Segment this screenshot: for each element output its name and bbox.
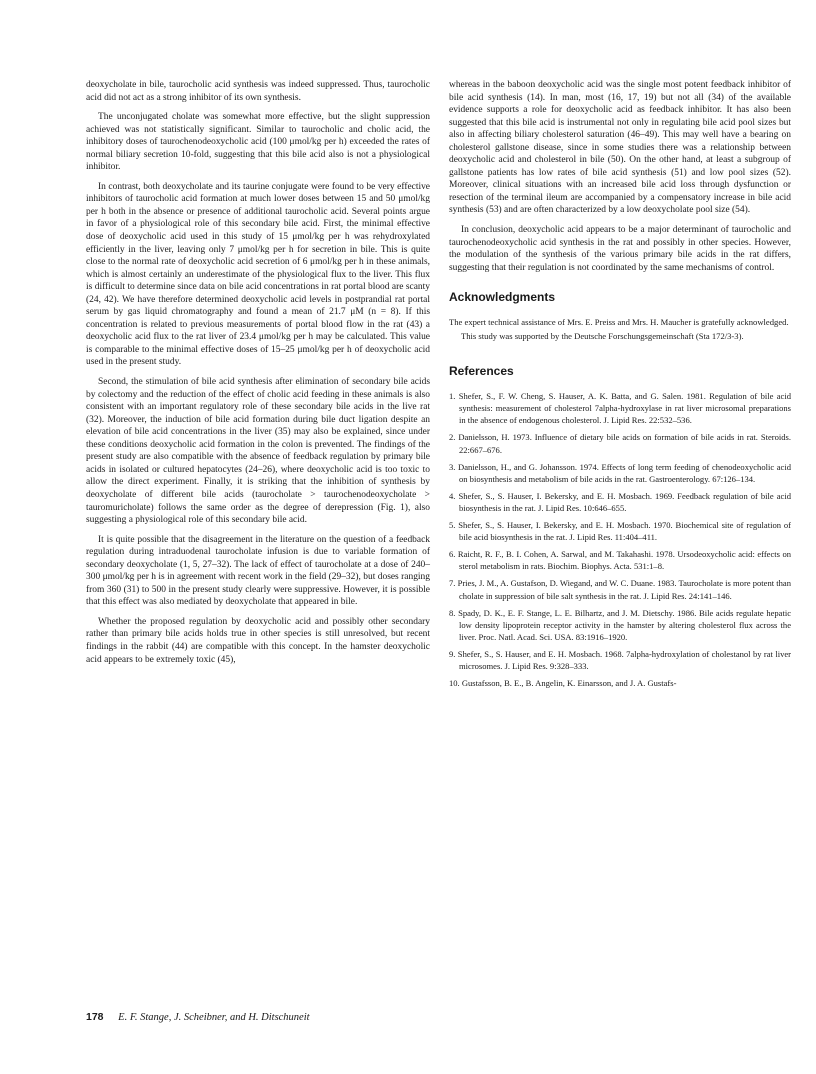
page-footer: [86, 1011, 310, 1023]
left-column: [86, 79, 430, 673]
body-paragraph: Second, the stimulation of bile acid synthesis after elimination of secondary bile acids by colectomy and the reduction of the effect of cholic acid feeding in these animals is also consistent with an important regulatory role of these secondary bile acids in the live rat (32). Moreover, the induction of bile acid formation during bile duct ligation despite an elevation of bile acid concentrations in the liver (35) may also be explained, since under these conditions deoxycholic acid formation in the colon is prevented. The findings of the present study are also compatible with the absence of feedback regulation by primary bile acids in isolated or cultured hepatocytes (24–26), where deoxycholic acid is too toxic to allow the direct experiment. Finally, it is striking that the inhibition of synthesis by deoxycholate of different bile acids (taurocholate > taurochenodeoxycholate > tauromuricholate) follows the same order as the degree of derepression (Fig. 1), also suggesting a physiological role of this secondary bile acid.: [86, 377, 430, 526]
reference-item: 7. Pries, J. M., A. Gustafson, D. Wiegand, and W. C. Duane. 1983. Taurocholate is more potent than cholate in suppression of bile salt synthesis in the rat. J. Lipid Res. 24:141–146.: [449, 578, 791, 601]
body-paragraph: The unconjugated cholate was somewhat more effective, but the slight suppression achieved was not statistically significant. Similar to taurocholic and cholic acid, the inhibitory doses of taurochenodeoxycholic acid (100 μmol/kg per h) exceeded the rates of normal biliary secretion 10-fold, suggesting that this bile acid also is not a physiological inhibitor.: [86, 112, 430, 173]
body-paragraph: In conclusion, deoxycholic acid appears to be a major determinant of taurocholic and taurochenodeoxycholic acid synthesis in the rat and possibly in other species. However, the modulation of the synthesis of the various primary bile acids in the rat differs, suggesting that their regulation is not coordinated by the same mechanisms of control.: [449, 225, 791, 273]
page-number: 178: [86, 1011, 104, 1023]
reference-item: 1. Shefer, S., F. W. Cheng, S. Hauser, A. K. Batta, and G. Salen. 1981. Regulation of bile acid synthesis: measurement of cholesterol 7alpha-hydroxylase in rat liver microsomal preparations in the absence of endogenous cholesterol. J. Lipid Res. 22:532–536.: [449, 391, 791, 426]
reference-item: 3. Danielsson, H., and G. Johansson. 1974. Effects of long term feeding of chenodeoxycholic acid on biosynthesis and metabolism of bile acids in the rat. Gastroenterology. 67:126–134.: [449, 461, 791, 484]
reference-list: [449, 390, 791, 689]
reference-item: 4. Shefer, S., S. Hauser, I. Bekersky, and E. H. Mosbach. 1969. Feedback regulation of bile acid biosynthesis in the rat. J. Lipid Res. 10:646–655.: [449, 490, 791, 513]
reference-item: 10. Gustafsson, B. E., B. Angelin, K. Einarsson, and J. A. Gustafs-: [449, 678, 677, 689]
acknowledgment-text: This study was supported by the Deutsche Forschungsgemeinschaft (Sta 172/3-3).: [461, 331, 744, 342]
references-heading: References: [449, 364, 514, 379]
body-paragraph: deoxycholate in bile, taurocholic acid synthesis was indeed suppressed. Thus, taurocholic acid did not act as a strong inhibitor of its own synthesis.: [86, 80, 430, 103]
reference-item: 8. Spady, D. K., E. F. Stange, L. E. Bilhartz, and J. M. Dietschy. 1986. Bile acids regulate hepatic low density lipoprotein receptor activity in the hamster by altering cholesterol flux across the liver. Proc. Natl. Acad. Sci. USA. 83:1916–1920.: [449, 607, 791, 642]
body-paragraph: It is quite possible that the disagreement in the literature on the question of a feedback regulation during intraduodenal taurocholate infusion is due to variable formation of secondary deoxycholate (1, 5, 27–32). The lack of effect of taurocholate at a dose of 240–300 μmol/kg per h is in agreement with recent work in the field (29–32), but doses ranging from 360 (31) to 500 in the present study clearly were suppressive. However, it is possible that this effect was also mediated by deoxycholate that appeared in bile.: [86, 534, 430, 608]
body-paragraph: Whether the proposed regulation by deoxycholic acid and possibly other secondary rather than primary bile acids holds true in other species is still unresolved, but recent findings in the rabbit (44) are compatible with this concept. In the hamster deoxycholic acid appears to be extremely toxic (45),: [86, 616, 430, 665]
acknowledgments-heading: Acknowledgments: [449, 290, 556, 305]
reference-item: 9. Shefer, S., S. Hauser, and E. H. Mosbach. 1968. 7alpha-hydroxylation of cholestanol by rat liver microsomes. J. Lipid Res. 9:328–333.: [449, 648, 791, 671]
reference-item: 5. Shefer, S., S. Hauser, I. Bekersky, and E. H. Mosbach. 1970. Biochemical site of regulation of bile acid biosynthesis in the rat. J. Lipid Res. 11:404–411.: [449, 520, 791, 543]
reference-item: 6. Raicht, R. F., B. I. Cohen, A. Sarwal, and M. Takahashi. 1978. Ursodeoxycholic acid: effects on sterol metabolism in rats. Biochim. Biophys. Acta. 531:1–8.: [449, 549, 791, 572]
body-paragraph: whereas in the baboon deoxycholic acid was the single most potent feedback inhibitor of bile acid synthesis (14). In man, most (16, 17, 19) but not all (34) of the available evidence supports a role for deoxycholic acid as feedback inhibitor. It has also been suggested that this bile acid is instrumental not only in regulating bile acid pool sizes but also in affecting biliary cholesterol saturation (46–49). This may well have a bearing on cholesterol gallstone disease, since in some studies there was a relationship between deoxycholic acid and cholesterol in bile (50). On the other hand, at least a subgroup of gallstone patients has low rates of bile acid synthesis (51) and low pool sizes (52). Moreover, clinical situations with an increased bile acid loss through dysfunction or resection of the terminal ileum are accompanied by a compensatory increase in bile acid synthesis (53) and are often characterized by a low deoxycholate pool size (54).: [449, 80, 791, 216]
body-paragraph: In contrast, both deoxycholate and its taurine conjugate were found to be very effective inhibitors of taurocholic acid formation at much lower doses between 15 and 50 μmol/kg per h both in the absence or presence of additional taurocholic acid. Several points argue in favor of a physiological role of this secondary bile acid. First, the minimal effective dose of deoxycholic acid used in this study of 15 μmol/kg per h was rehydroxylated efficiently in the liver, leaving only 7 μmol/kg per h for secretion in bile. This is quite close to the normal rate of deoxycholic acid secretion of 6 μmol/kg per h in these animals, which is almost certainly an underestimate of the physiological flux to the liver. This flux is difficult to determine since data on bile acid concentrations in rat portal blood are scanty (24, 42). We have therefore determined deoxycholic acid levels in postprandial rat portal serum by gas liquid chromatography and found a mean of 21.7 μM (n = 8). If this concentration is related to previous measurements of portal blood flow in the rat (43) a deoxycholic acid flux to the rat liver of 23.4 μmol/kg per h may be calculated. This value is comparable to the minimal effective doses of 15–25 μmol/kg per h of deoxycholic acid used in the present study.: [86, 181, 430, 368]
running-authors: E. F. Stange, J. Scheibner, and H. Ditschuneit: [118, 1012, 310, 1023]
reference-item: 2. Danielsson, H. 1973. Influence of dietary bile acids on formation of bile acids in rat. Steroids. 22:667–676.: [449, 432, 791, 455]
right-column: [449, 79, 791, 694]
acknowledgment-text: The expert technical assistance of Mrs. E. Preiss and Mrs. H. Maucher is gratefully acknowledged.: [449, 317, 789, 328]
